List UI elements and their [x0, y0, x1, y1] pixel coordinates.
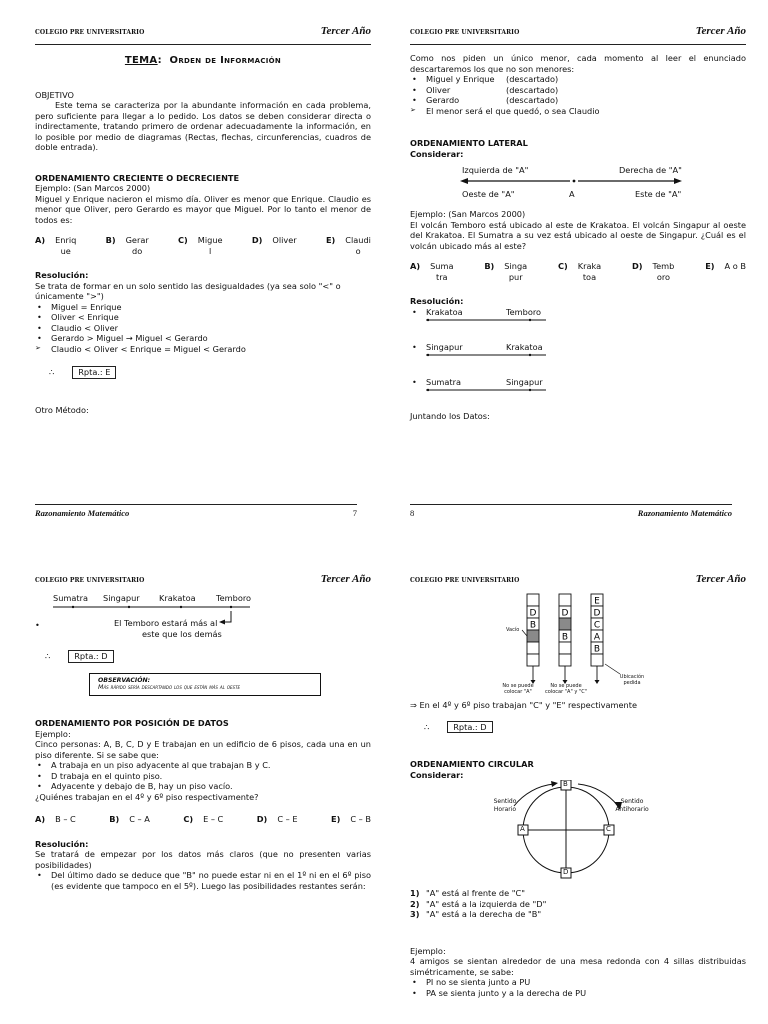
status-text: (descartado): [506, 84, 559, 95]
floor-letter: B: [529, 620, 537, 631]
list-item: • Miguel = Enrique: [35, 302, 371, 313]
fact-number: 3): [410, 909, 420, 919]
problem-text: Miguel y Enrique nacieron el mismo día. Oliver es menor que Enrique. Claudio es menor que Oliver, pero Gerardo es mayor que Miguel. Por lo tanto el menor de todos es:: [35, 193, 371, 225]
answer-option: [109, 814, 150, 825]
line-item: Temboro: [216, 593, 252, 603]
list-item: [410, 95, 746, 106]
discard-list: [410, 74, 746, 106]
section-heading: ORDENAMIENTO CIRCULAR: [410, 759, 534, 769]
list-item: • PA se sienta junto y a la derecha de PU: [410, 988, 746, 999]
grade-year: Tercer Año: [320, 573, 371, 585]
answer-option: [183, 814, 223, 825]
resolution-text: Se trata de formar en un solo sentido las desigualdades (ya sea solo "<" o únicamente ">"): [35, 280, 341, 302]
pair-line: [426, 387, 576, 395]
fact-text: "A" está a la derecha de "B": [426, 909, 542, 919]
pair-line: [426, 352, 576, 360]
answer-option: [705, 261, 746, 282]
floor-cell: [527, 630, 539, 642]
tema-label: TEMA: [124, 55, 158, 66]
page-header: [35, 566, 371, 592]
answer-options: [35, 814, 371, 825]
option-letter: B): [105, 235, 116, 246]
option-text: Migue l: [197, 235, 223, 256]
floor-letter: D: [561, 608, 569, 619]
option-letter: A): [35, 235, 46, 246]
answer-options: [35, 235, 371, 256]
answer-line: ∴ Rpta.: D: [35, 650, 371, 663]
question-text: ¿Quiénes trabajan en el 4º y 6º piso respectivamente?: [35, 791, 259, 802]
floor-cell: [527, 642, 539, 654]
floor-letter: A: [593, 632, 601, 643]
option-letter: D): [631, 261, 643, 271]
footer-subject: Razonamiento Matemático: [637, 508, 732, 518]
grade-year: Tercer Año: [695, 25, 746, 37]
floor-cell: [559, 654, 571, 666]
school-name: COLEGIO PRE UNIVERSITARIO: [35, 29, 145, 36]
option-letter: E): [705, 261, 715, 271]
fact-number: 1): [410, 888, 420, 898]
list-item: ➢ El menor será el que quedó, o sea Claudio: [410, 106, 746, 117]
option-text: B – C: [55, 814, 76, 825]
resolution-heading: Resolución:: [35, 838, 89, 849]
page-10: [410, 566, 746, 998]
circular-diagram: [410, 780, 746, 884]
floor-cell: [527, 594, 539, 606]
pair-diagrams: [410, 307, 746, 405]
option-text: Singa pur: [504, 261, 528, 282]
floor-cell: [559, 594, 571, 606]
floor-letter: D: [593, 608, 601, 619]
seat-right: C: [606, 825, 611, 833]
clockwise-arrow-icon: [514, 784, 554, 806]
pair-right: Temboro: [506, 306, 542, 317]
option-letter: D): [256, 814, 268, 825]
section-heading: ORDENAMIENTO POR POSICIÓN DE DATOS: [35, 718, 229, 729]
observation-box: [89, 673, 321, 697]
observation-heading: OBSERVACIÓN:: [98, 676, 151, 684]
option-letter: A): [35, 814, 46, 825]
conditions-list: [410, 977, 746, 998]
floor-cell: [559, 618, 571, 630]
list-item: • Oliver < Enrique: [35, 312, 371, 323]
option-text: Temb oro: [652, 261, 675, 282]
floor-cell: [559, 642, 571, 654]
intro-text: Como nos piden un único menor, cada momento al leer el enunciado descartaremos los que no son menores:: [410, 53, 746, 74]
list-item: • Claudio < Oliver: [35, 323, 371, 334]
objetivo-heading: OBJETIVO: [35, 89, 74, 100]
problem-text: Cinco personas: A, B, C, D y E trabajan en un edificio de 6 pisos, cada una en un piso diferente. Si se sabe que:: [35, 739, 371, 760]
option-letter: E): [331, 814, 341, 825]
note-line: este que los demás: [142, 629, 222, 639]
school-name: COLEGIO PRE UNIVERSITARIO: [410, 29, 520, 36]
option-letter: B): [109, 814, 120, 825]
other-method: Otro Método:: [35, 404, 89, 415]
option-letter: C): [183, 814, 194, 825]
floor-letter: D: [529, 608, 537, 619]
answer-option: [410, 261, 453, 282]
answer-line: ∴ Rpta.: D: [410, 721, 746, 734]
answer-option: [252, 235, 297, 256]
observation-text: Más rápido sería descartando los que están más al oeste: [98, 684, 241, 692]
page-8: [410, 18, 746, 421]
footer-subject: Razonamiento Matemático: [35, 508, 130, 518]
floor-cell: [527, 654, 539, 666]
option-letter: B): [484, 261, 495, 271]
line-item: Krakatoa: [159, 593, 196, 603]
example-label: Ejemplo:: [410, 945, 446, 956]
page-number: 8: [410, 508, 415, 518]
note-line: El Temboro estará más al: [114, 618, 218, 628]
list-item: • D trabaja en el quinto piso.: [35, 771, 371, 782]
page-header: [35, 18, 371, 45]
option-letter: C): [558, 261, 568, 271]
point-a-label: A: [569, 189, 575, 199]
lateral-arrow-svg: [410, 159, 746, 209]
page-number: 7: [352, 508, 357, 518]
conditions-list: [35, 760, 371, 792]
grade-year: Tercer Año: [695, 573, 746, 585]
problem-text: El volcán Temboro está ubicado al este de Krakatoa. El volcán Singapur al oeste del Krakatoa. El Sumatra a su vez está ubicado al oeste de Singapur. ¿Cuál es el volcán ubicado más al este?: [410, 219, 746, 251]
page-footer: [35, 504, 357, 517]
pair-line: [426, 317, 576, 325]
floor-letter: C: [593, 620, 601, 631]
option-text: Gerar do: [125, 235, 149, 256]
answer-option: [257, 814, 298, 825]
page-7: [35, 18, 371, 415]
seat-bottom: D: [563, 868, 569, 876]
answer-option: [331, 814, 371, 825]
ordered-line-diagram: • Sumatra Singapur Krakatoa Temboro El Temboro estará más al este que los demás: [35, 593, 252, 639]
list-item: • A trabaja en un piso adyacente al que trabajan B y C.: [35, 760, 371, 771]
lateral-diagram: [410, 159, 746, 209]
section-heading: ORDENAMIENTO LATERAL: [410, 138, 528, 148]
line-item: Sumatra: [53, 593, 88, 603]
answer-option: [632, 261, 674, 282]
option-letter: C): [178, 235, 188, 246]
option-text: C – B: [350, 814, 371, 825]
option-letter: E): [325, 235, 336, 246]
list-item: • Adyacente y debajo de B, hay un piso vacío.: [35, 781, 371, 792]
pair-row: • Krakatoa Temboro: [410, 307, 746, 342]
pair-right: Krakatoa: [506, 341, 543, 352]
consider-label: Considerar:: [410, 769, 464, 780]
fact-text: "A" está al frente de "C": [426, 888, 525, 898]
page-9: [35, 566, 371, 891]
seat-top: B: [563, 780, 568, 788]
section-heading: ORDENAMIENTO CRECIENTE O DECRECIENTE: [35, 172, 240, 183]
option-letter: D): [251, 235, 263, 246]
option-text: Claudi o: [345, 235, 371, 256]
grade-year: Tercer Año: [320, 25, 371, 37]
status-text: (descartado): [506, 95, 559, 105]
option-text: E – C: [203, 814, 224, 825]
option-letter: A): [410, 261, 421, 271]
list-item: ➢ Claudio < Oliver < Enrique = Miguel < Gerardo: [35, 344, 371, 355]
option-text: A o B: [724, 261, 746, 271]
list-item: • Gerardo > Miguel → Miguel < Gerardo: [35, 333, 371, 344]
list-item: [410, 85, 746, 96]
right-label: Derecha de "A": [619, 165, 682, 175]
answer-options: [410, 261, 746, 282]
left-label: Izquierda de "A": [462, 165, 529, 175]
inequality-list: [35, 302, 371, 344]
problem-text: 4 amigos se sientan alrededor de una mesa redonda con 4 sillas distribuidas simétricamente, se sabe:: [410, 956, 746, 977]
list-item: • Del último dado se deduce que "B" no puede estar ni en el 1º ni en el 6º piso (es evidente que tampoco en el 5º). Luego las posibilidades restantes serán:: [35, 870, 371, 891]
objetivo-text: Este tema se caracteriza por la abundante información en cada problema, pero suficiente para llegar a lo pedido. Los datos se deben considerar directa o indirectamente, tratando primero de ordenar adecuadamente la información, en lo posible por medio de diagramas (Rectas, flechas, circunferencias, cuadros de doble entrada).: [35, 100, 371, 153]
floor-letter: E: [594, 596, 600, 607]
fact-text: "A" está a la izquierda de "D": [426, 898, 547, 909]
resolution-text: Se tratará de empezar por los datos más claros (que no presenten varias posibilidades): [35, 849, 371, 870]
example-source: Ejemplo: (San Marcos 2000): [35, 183, 151, 194]
option-text: Suma tra: [430, 261, 454, 282]
empty-floor-label: Vacío: [506, 627, 520, 633]
caption-col3: Ubicación pedida: [619, 674, 645, 686]
fact-item: [410, 888, 746, 899]
answer-option: [35, 235, 76, 256]
page-footer: [410, 504, 732, 517]
caption-col2: No se puede colocar "A" y "C": [545, 683, 587, 695]
west-label: Oeste de "A": [462, 189, 515, 199]
status-text: (descartado): [506, 74, 559, 84]
option-text: Kraka toa: [577, 261, 602, 282]
seat-left: A: [520, 825, 525, 833]
pair-row: • Sumatra Singapur: [410, 377, 746, 405]
answer-option: [106, 235, 149, 256]
resolution-heading: Resolución:: [35, 270, 89, 281]
example-source: Ejemplo: (San Marcos 2000): [410, 209, 526, 219]
option-text: Enriq ue: [55, 235, 77, 256]
list-item: [410, 74, 746, 85]
clockwise-label: Sentido Horario: [493, 798, 517, 813]
counterclockwise-label: Sentido Antihorario: [615, 798, 649, 813]
name-text: Miguel y Enrique: [426, 74, 495, 84]
topic-title: TEMA: Orden de Información: [124, 55, 282, 66]
joining-text: Juntando los Datos:: [410, 410, 490, 421]
facts-list: [410, 888, 746, 920]
answer-option: [35, 814, 76, 825]
point-a-marker: [573, 180, 576, 183]
answer-option: [484, 261, 527, 282]
down-arrow-icon: [595, 680, 600, 684]
answer-option: [178, 235, 223, 256]
option-text: Oliver: [272, 235, 297, 246]
answer-box: Rpta.: D: [447, 721, 492, 734]
floor-diagram: [410, 592, 746, 700]
list-item: • PI no se sienta junto a PU: [410, 977, 746, 988]
right-arrow-icon: [674, 178, 682, 184]
answer-box: Rpta.: E: [72, 366, 116, 379]
answer-option: [558, 261, 601, 282]
school-name: COLEGIO PRE UNIVERSITARIO: [410, 577, 520, 584]
pair-left: Sumatra: [426, 376, 461, 387]
caption-col1: No se puede colocar "A": [502, 683, 534, 695]
name-text: Oliver: [426, 84, 451, 95]
answer-box: Rpta.: D: [68, 650, 113, 663]
line-item: Singapur: [103, 593, 140, 603]
pair-row: • Singapur Krakatoa: [410, 342, 746, 377]
option-text: C – E: [277, 814, 298, 825]
east-label: Este de "A": [635, 189, 682, 199]
pair-right: Singapur: [506, 376, 543, 387]
fact-item: [410, 899, 746, 910]
option-text: C – A: [129, 814, 150, 825]
fact-number: 2): [410, 898, 420, 909]
left-arrow-icon: [460, 178, 468, 184]
floor-letter: B: [593, 644, 601, 655]
pair-left: Krakatoa: [426, 306, 463, 317]
result-text: ⇒ En el 4º y 6º piso trabajan "C" y "E" respectivamente: [410, 700, 637, 710]
name-text: Gerardo: [426, 95, 460, 105]
fact-item: [410, 909, 746, 920]
tema-name: Orden de Información: [169, 55, 282, 66]
answer-option: [326, 235, 371, 256]
resolution-heading: Resolución:: [410, 296, 464, 306]
page-header: [410, 566, 746, 592]
pair-left: Singapur: [426, 341, 463, 352]
floor-letter: B: [561, 632, 569, 643]
consider-label: Considerar:: [410, 148, 464, 159]
answer-line: ∴ Rpta.: E: [35, 366, 371, 379]
floor-cell: [591, 654, 603, 666]
example-label: Ejemplo:: [35, 728, 71, 739]
school-name: COLEGIO PRE UNIVERSITARIO: [35, 577, 145, 584]
page-header: [410, 18, 746, 45]
